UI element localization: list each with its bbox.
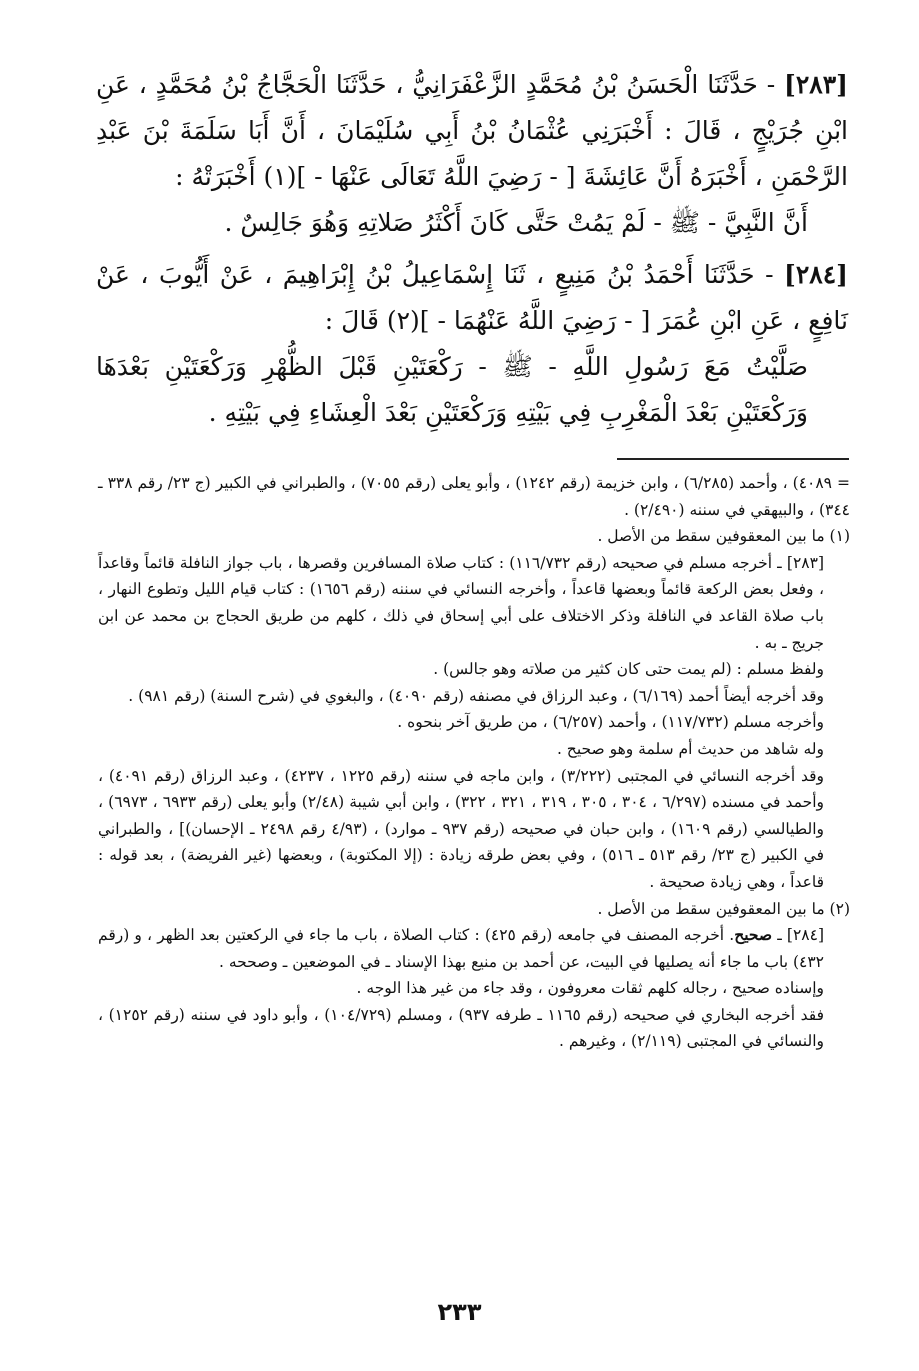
hadith-284-number: [٢٨٤] — [784, 260, 848, 289]
footnote-1: (١) ما بين المعقوفين سقط من الأصل . — [597, 527, 850, 546]
takhrij-283-b: ولفظ مسلم : (لم يمت حتى كان كثير من صلاته وهو جالس) . — [433, 660, 824, 679]
takhrij-283-d: وأخرجه مسلم (١١٧/٧٣٢) ، وأحمد (٦/٢٥٧) ، من طريق آخر بنحوه . — [397, 713, 824, 732]
takhrij-284-grade: صحيح — [734, 925, 773, 945]
takhrij-283-f: وقد أخرجه النسائي في المجتبى (٣/٢٢٢) ، وابن ماجه في سننه (رقم ١٢٢٥ ، ٤٢٣٧) ، وعبد الرزاق (رقم ٤٠٩١) ، وأحمد في مسنده (٦/٢٩٧ ، ٣٠٤ ، ٣٠٥ ، ٣١٩ ، ٣٢١ ، ٣٢٢) ، وابن أبي شيبة (٢/٤٨) وأبو يعلى (رقم ٦٩٣٣ ، ٦٩٧٣) ، والطيالسي (رقم ١٦٠٩) ، وابن حبان في صحيحه (رقم ٩٣٧ ـ موارد) ، (٤/٩٣ رقم ٢٤٩٨ ـ الإحسان)] ، والطبراني في الكبير (ج ٢٣/ رقم ٥١٣ ـ ٥١٦) ، وفي بعض طرقه زيادة : (إلا المكتوبة) ، وبعضها (غير الفريضة) ، بعد قوله : قاعداً ، وهي زيادة صحيحة . — [98, 766, 825, 891]
hadith-283-matn: أَنَّ النَّبِيَّ - ﷺ - لَمْ يَمُتْ حَتَّى كَانَ أَكْثَرُ صَلاتِهِ وَهُوَ جَالِسٌ . — [224, 208, 808, 237]
hadith-283-isnad-text: - حَدَّثَنَا الْحَسَنُ بْنُ مُحَمَّدٍ الزَّعْفَرَانِيُّ ، حَدَّثَنَا الْحَجَّاجُ بْنُ مُحَمَّدٍ ، عَنِ ابْنِ جُرَيْجٍ ، قَالَ : أَخْبَرَنِي عُثْمَانُ بْنُ أَبِي سُلَيْمَانَ ، أَنَّ أَبَا سَلَمَةَ بْنَ عَبْدِ الرَّحْمَنِ ، أَخْبَرَهُ أَنَّ عَائِشَةَ [ - رَضِيَ اللَّهُ تَعَالَى عَنْهَا - ](١) أَخْبَرَتْهُ : — [96, 70, 848, 191]
takhrij-284-a-text: . أخرجه المصنف في جامعه (رقم ٤٢٥) : كتاب الصلاة ، باب ما جاء في الركعتين بعد الظهر ، و (رقم ٤٣٢) باب ما جاء أنه يصليها في البيت، عن أحمد بن منيع بهذا الإسناد ـ في الموضعين ـ وصححه . — [98, 926, 824, 971]
takhrij-284-a — [98, 922, 850, 975]
hadith-284-matn: صَلَّيْتُ مَعَ رَسُولِ اللَّهِ - ﷺ - رَكْعَتَيْنِ قَبْلَ الظُّهْرِ وَرَكْعَتَيْنِ بَعْدَهَا وَرَكْعَتَيْنِ بَعْدَ الْمَغْرِبِ فِي بَيْتِهِ وَرَكْعَتَيْنِ بَعْدَ الْعِشَاءِ فِي بَيْتِهِ . — [96, 352, 808, 427]
hadith-284-isnad-text: - حَدَّثَنَا أَحْمَدُ بْنُ مَنِيعٍ ، ثَنَا إِسْمَاعِيلُ بْنُ إِبْرَاهِيمَ ، عَنْ أَيُّوبَ ، عَنْ نَافِعٍ ، عَنِ ابْنِ عُمَرَ [ - رَضِيَ اللَّهُ عَنْهُمَا - ](٢) قَالَ : — [96, 260, 848, 335]
hadith-283-number: [٢٨٣] — [784, 70, 848, 99]
footnote-separator — [617, 458, 849, 460]
main-text — [96, 62, 848, 436]
takhrij-283-c: وقد أخرجه أيضاً أحمد (٦/١٦٩) ، وعبد الرزاق في مصنفه (رقم ٤٠٩٠) ، والبغوي في (شرح السنة) (رقم ٩٨١) . — [128, 686, 824, 705]
footnotes — [98, 470, 850, 1055]
takhrij-284-number: [٢٨٤] ـ — [777, 926, 824, 945]
hadith-284-isnad — [96, 252, 848, 344]
hadith-283-isnad — [96, 62, 848, 200]
footnote-2: (٢) ما بين المعقوفين سقط من الأصل . — [597, 899, 850, 918]
takhrij-284-c: فقد أخرجه البخاري في صحيحه (رقم ١١٦٥ ـ طرفه ٩٣٧) ، ومسلم (١٠٤/٧٢٩) ، وأبو داود في سننه (رقم ١٢٥٢) ، والنسائي في المجتبى (٢/١١٩) ، وغيرهم . — [98, 1005, 824, 1051]
footnote-continuation: = ٤٠٨٩) ، وأحمد (٦/٢٨٥) ، وابن خزيمة (رقم ١٢٤٢) ، وأبو يعلى (رقم ٧٠٥٥) ، والطبراني في الكبير (ج ٢٣/ رقم ٣٣٨ ـ ٣٤٤) ، والبيهقي في سننه (٢/٤٩٠) . — [98, 474, 850, 519]
takhrij-283-e: وله شاهد من حديث أم سلمة وهو صحيح . — [556, 739, 824, 758]
takhrij-283-a: [٢٨٣] ـ أخرجه مسلم في صحيحه (رقم ١١٦/٧٣٢) : كتاب صلاة المسافرين وقصرها ، باب جواز النافلة قائماً وقاعداً ، وفعل بعض الركعة قائماً وبعضها قاعداً ، وأخرجه النسائي في سننه (رقم ١٦٥٦) : كتاب قيام الليل وتطوع النهار ، باب صلاة القاعد في النافلة وذكر الاختلاف على أبي إسحاق في ذلك ، كلهم من طريق الحجاج بن محمد عن ابن جريج ـ به . — [98, 553, 824, 652]
takhrij-284-b: وإسناده صحيح ، رجاله كلهم ثقات معروفون ، وقد جاء من غير هذا الوجه . — [356, 979, 824, 998]
page-number: ٢٣٣ — [437, 1298, 482, 1326]
